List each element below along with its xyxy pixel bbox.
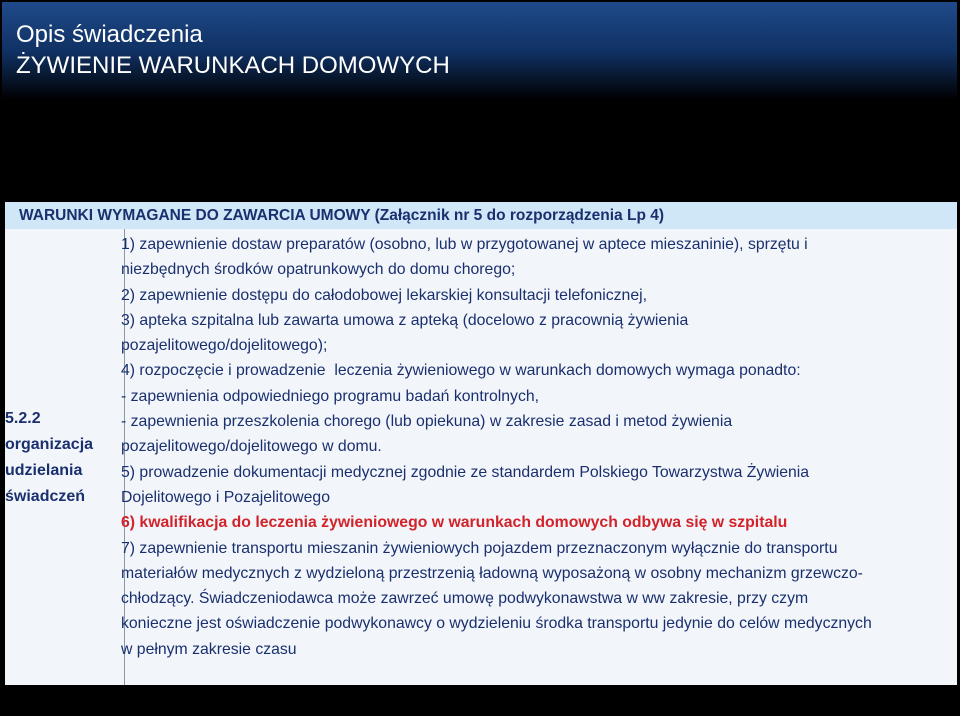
content-line: Dojelitowego i Pozajelitowego xyxy=(121,488,330,506)
content-line: 2) zapewnienie dostępu do całodobowej lekarskiej konsultacji telefonicznej, xyxy=(121,286,648,304)
content-line: 7) zapewnienie transportu mieszanin żywieniowych pojazdem przeznaczonym wyłącznie do transportu xyxy=(121,539,838,557)
content-line-highlight: 6) kwalifikacja do leczenia żywieniowego w warunkach domowych odbywa się w szpitalu xyxy=(121,514,788,532)
content-line: 4) rozpoczęcie i prowadzenie leczenia żywieniowego w warunkach domowych wymaga ponadto: xyxy=(121,362,801,380)
content-line: 3) apteka szpitalna lub zawarta umowa z apteką (docelowo z pracownią żywienia xyxy=(121,311,689,329)
row-label-line-4: świadczeń xyxy=(5,488,86,505)
row-label-line-2: organizacja xyxy=(5,436,94,453)
content-line: - zapewnienia przeszkolenia chorego (lub opiekuna) w zakresie zasad i metod żywienia xyxy=(121,413,733,431)
content-line: materiałów medycznych z wydzieloną przestrzenią ładowną wyposażoną w osobny mechanizm grzewczo- xyxy=(121,564,863,582)
title-line-2: ŻYWIENIE WARUNKACH DOMOWYCH xyxy=(16,52,450,79)
content-line: 1) zapewnienie dostaw preparatów (osobno, lub w przygotowanej w aptece mieszaninie), sprzętu i xyxy=(121,236,808,253)
content-line: niezbędnych środków opatrunkowych do domu chorego; xyxy=(121,261,516,279)
row-label-line-3: udzielania xyxy=(5,462,83,479)
content-line: pozajelitowego/dojelitowego); xyxy=(121,337,328,355)
title-bar xyxy=(2,2,957,180)
content-line: pozajelitowego/dojelitowego w domu. xyxy=(121,438,382,456)
slide-title xyxy=(16,19,450,81)
requirements-text xyxy=(121,232,953,662)
row-label-number: 5.2.2 xyxy=(5,410,41,427)
content-line: konieczne jest oświadczenie podwykonawcy o wydzieleniu środka transportu jedynie do celów medycznych xyxy=(121,615,872,633)
content-line: 5) prowadzenie dokumentacji medycznej zgodnie ze standardem Polskiego Towarzystwa Żywienia xyxy=(121,463,810,481)
content-line: w pełnym zakresie czasu xyxy=(121,640,297,658)
row-label xyxy=(5,406,121,510)
content-line: chłodzący. Świadczeniodawca może zawrzeć umowę podwykonawstwa w ww zakresie, przy czym xyxy=(121,590,809,608)
content-table xyxy=(5,229,957,685)
section-header: WARUNKI WYMAGANE DO ZAWARCIA UMOWY (Załącznik nr 5 do rozporządzenia Lp 4) xyxy=(5,202,957,229)
content-line: - zapewnienia odpowiedniego programu badań kontrolnych, xyxy=(121,387,540,405)
title-line-1: Opis świadczenia xyxy=(16,21,203,48)
